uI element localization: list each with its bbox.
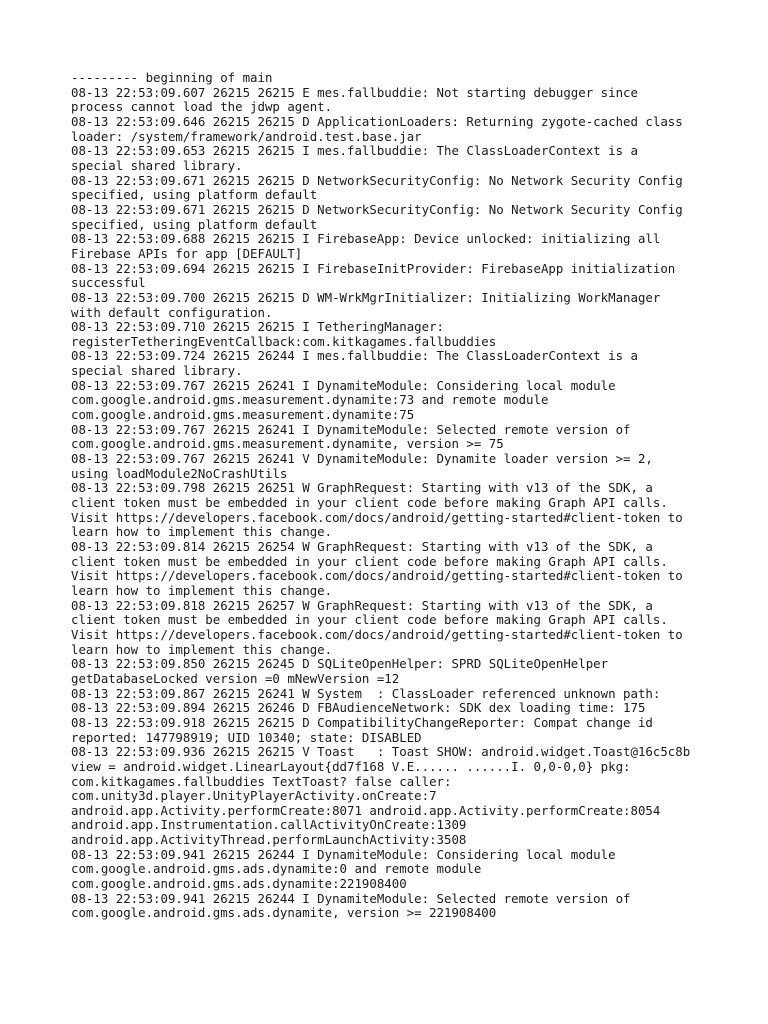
log-line: process cannot load the jdwp agent. — [71, 99, 333, 115]
log-line: specified, using platform default — [71, 216, 318, 232]
log-line: --------- beginning of main — [71, 70, 273, 85]
log-line: Visit https://developers.facebook.com/docs/android/getting-started#client-token to — [71, 626, 683, 642]
log-line: learn how to implement this change. — [71, 582, 333, 598]
log-line: 08-13 22:53:09.688 26215 26215 I FirebaseApp: Device unlocked: initializing all — [71, 231, 661, 247]
log-line: special shared library. — [71, 363, 243, 379]
log-line: android.app.Activity.performCreate:8071 android.app.Activity.performCreate:8054 — [71, 802, 661, 818]
log-line: 08-13 22:53:09.918 26215 26215 D CompatibilityChangeReporter: Compat change id — [71, 714, 653, 730]
log-line: Visit https://developers.facebook.com/docs/android/getting-started#client-token to — [71, 509, 683, 525]
log-line: 08-13 22:53:09.894 26215 26246 D FBAudienceNetwork: SDK dex loading time: 175 — [71, 700, 646, 716]
log-line: 08-13 22:53:09.646 26215 26215 D ApplicationLoaders: Returning zygote-cached class — [71, 113, 683, 129]
log-line: 08-13 22:53:09.694 26215 26215 I FirebaseInitProvider: FirebaseApp initialization — [71, 260, 676, 276]
log-line: 08-13 22:53:09.724 26215 26244 I mes.fallbuddie: The ClassLoaderContext is a — [71, 348, 638, 364]
log-line: learn how to implement this change. — [71, 524, 333, 540]
log-line: 08-13 22:53:09.700 26215 26215 D WM-WrkMgrInitializer: Initializing WorkManager — [71, 289, 661, 305]
log-line: 08-13 22:53:09.941 26215 26244 I DynamiteModule: Selected remote version of — [71, 890, 631, 906]
log-line: android.app.Instrumentation.callActivityOnCreate:1309 — [71, 817, 467, 833]
log-line: com.google.android.gms.measurement.dynamite:73 and remote module — [71, 392, 549, 408]
log-line: com.google.android.gms.ads.dynamite:0 and remote module — [71, 861, 482, 877]
log-line: 08-13 22:53:09.767 26215 26241 I DynamiteModule: Selected remote version of — [71, 421, 631, 437]
log-line: 08-13 22:53:09.798 26215 26251 W GraphRequest: Starting with v13 of the SDK, a — [71, 480, 653, 496]
log-line: special shared library. — [71, 157, 243, 173]
log-line: com.google.android.gms.measurement.dynamite, version >= 75 — [71, 436, 504, 452]
log-line: com.google.android.gms.ads.dynamite, version >= 221908400 — [71, 905, 497, 921]
log-line: com.google.android.gms.measurement.dynamite:75 — [71, 407, 415, 423]
log-line: 08-13 22:53:09.941 26215 26244 I DynamiteModule: Considering local module — [71, 846, 616, 862]
log-line: specified, using platform default — [71, 187, 318, 203]
log-line: 08-13 22:53:09.607 26215 26215 E mes.fallbuddie: Not starting debugger since — [71, 84, 638, 100]
log-line: with default configuration. — [71, 304, 273, 320]
log-line: 08-13 22:53:09.867 26215 26241 W System : ClassLoader referenced unknown path: — [71, 685, 661, 701]
log-line: successful — [71, 275, 146, 291]
log-line: com.google.android.gms.ads.dynamite:221908400 — [71, 876, 407, 892]
log-line: Firebase APIs for app [DEFAULT] — [71, 245, 303, 261]
log-line: registerTetheringEventCallback:com.kitkagames.fallbuddies — [71, 333, 497, 349]
log-line: com.kitkagames.fallbuddies TextToast? false caller: — [71, 773, 452, 789]
log-line: 08-13 22:53:09.767 26215 26241 V DynamiteModule: Dynamite loader version >= 2, — [71, 451, 653, 467]
log-line: 08-13 22:53:09.850 26215 26245 D SQLiteOpenHelper: SPRD SQLiteOpenHelper — [71, 656, 609, 672]
log-line: 08-13 22:53:09.814 26215 26254 W GraphRequest: Starting with v13 of the SDK, a — [71, 539, 653, 554]
log-line: 08-13 22:53:09.710 26215 26215 I TetheringManager: — [71, 319, 444, 335]
log-line: Visit https://developers.facebook.com/docs/android/getting-started#client-token to — [71, 568, 683, 584]
log-line: android.app.ActivityThread.performLaunchActivity:3508 — [71, 832, 467, 848]
log-line: client token must be embedded in your client code before making Graph API calls. — [71, 495, 668, 511]
log-line: 08-13 22:53:09.818 26215 26257 W GraphRequest: Starting with v13 of the SDK, a — [71, 597, 653, 613]
log-line: 08-13 22:53:09.671 26215 26215 D NetworkSecurityConfig: No Network Security Config — [71, 172, 683, 188]
log-document — [71, 71, 711, 921]
log-line: loader: /system/framework/android.test.base.jar — [71, 128, 422, 144]
log-line: 08-13 22:53:09.767 26215 26241 I DynamiteModule: Considering local module — [71, 377, 616, 393]
log-line: 08-13 22:53:09.653 26215 26215 I mes.fallbuddie: The ClassLoaderContext is a — [71, 143, 638, 159]
log-line: learn how to implement this change. — [71, 641, 333, 657]
log-line: getDatabaseLocked version =0 mNewVersion =12 — [71, 670, 400, 686]
log-line: using loadModule2NoCrashUtils — [71, 465, 288, 481]
log-line: com.unity3d.player.UnityPlayerActivity.onCreate:7 — [71, 788, 437, 804]
log-line: reported: 147798919; UID 10340; state: DISABLED — [71, 729, 422, 745]
log-line: client token must be embedded in your client code before making Graph API calls. — [71, 553, 668, 569]
log-line: client token must be embedded in your client code before making Graph API calls. — [71, 612, 668, 628]
log-line: view = android.widget.LinearLayout{dd7f168 V.E...... ......I. 0,0-0,0} pkg: — [71, 758, 631, 774]
log-line: 08-13 22:53:09.671 26215 26215 D NetworkSecurityConfig: No Network Security Config — [71, 201, 683, 217]
log-line: 08-13 22:53:09.936 26215 26215 V Toast : Toast SHOW: android.widget.Toast@16c5c8b — [71, 744, 691, 760]
